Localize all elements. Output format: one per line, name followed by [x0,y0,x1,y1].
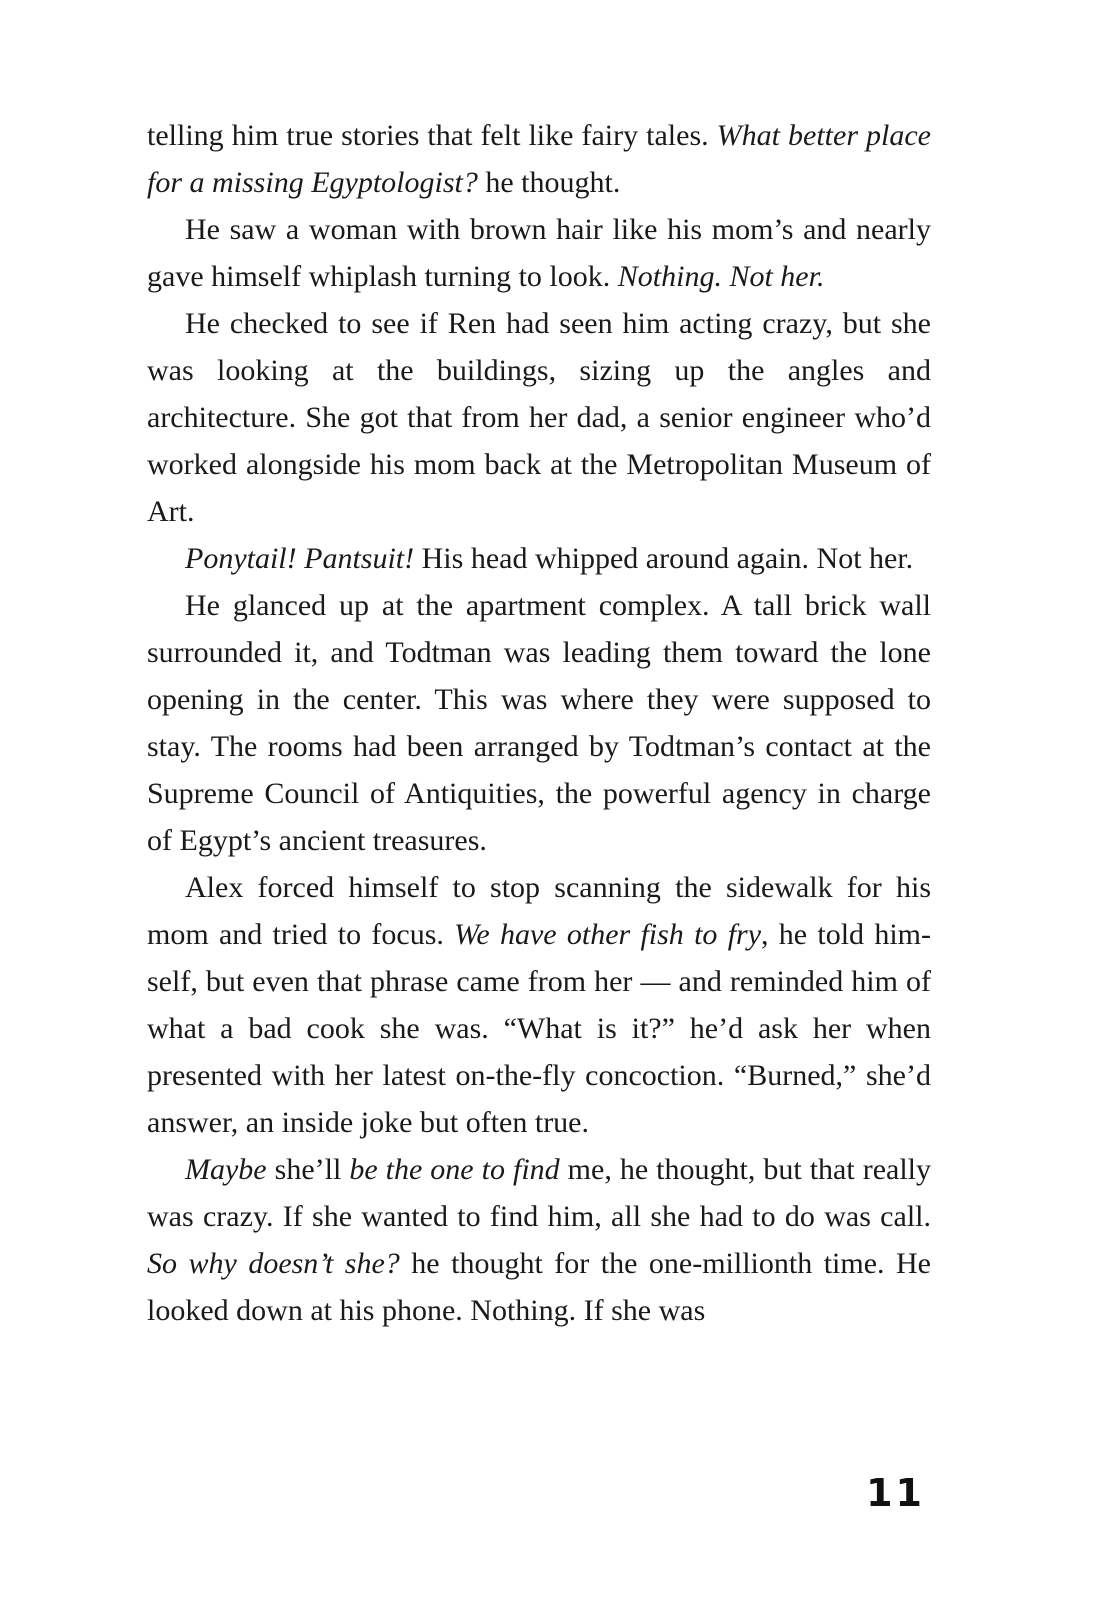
italic-text: be the one to find [349,1153,560,1186]
body-text: he thought for the one-millionth time. He looked down at his phone. Nothing. If she was [147,1247,931,1327]
body-text: me, he thought, but that really was crazy. If she wanted to find him, all she had to do was call. [147,1153,931,1233]
italic-text: We have other fish to fry [454,918,762,951]
body-text: He saw a woman with brown hair like his mom’s and nearly gave himself whiplash turning to look. [147,213,931,293]
body-text: he thought. [477,166,621,199]
paragraph [147,300,931,535]
body-text: He checked to see if Ren had seen him acting crazy, but she was looking at the buildings, sizing up the angles and architecture. She got that from her dad, a senior engineer who’d worked alongside his mom back at the Metropolitan Museum of Art. [147,307,931,528]
paragraph [147,582,931,864]
body-text: telling him true stories that felt like fairy tales. [147,119,717,152]
paragraph [147,206,931,300]
book-page-text [147,112,931,1334]
body-text: He glanced up at the apartment complex. A tall brick wall surrounded it, and Todtman was leading them toward the lone opening in the center. This was where they were supposed to stay. The rooms had been arranged by Todtman’s contact at the Supreme Council of Antiquities, the powerful agency in charge of Egypt’s ancient treasures. [147,589,931,857]
italic-text: Maybe [185,1153,267,1186]
body-text: she’ll [266,1153,350,1186]
body-text: , he told himself, but even that phrase came from her — and reminded him of what a bad cook she was. “What is it?” he’d ask her when presented with her latest on-the-fly concoction. “Burned,” she’d answer, an inside joke but often true. [147,918,932,1139]
italic-text: Ponytail! Pantsuit! [185,542,415,575]
italic-text: So why doesn’t she? [147,1247,400,1280]
italic-text: Nothing. Not her. [617,260,825,293]
paragraph [147,1146,931,1334]
italic-text: What better place for a missing Egyptologist? [147,119,931,199]
paragraph [147,864,931,1146]
paragraph [147,112,931,206]
page-number: 11 [866,1471,925,1515]
paragraph [147,535,931,582]
body-text: His head whipped around again. Not her. [414,542,914,575]
body-text: Alex forced himself to stop scanning the sidewalk for his mom and tried to focus. [147,871,931,951]
